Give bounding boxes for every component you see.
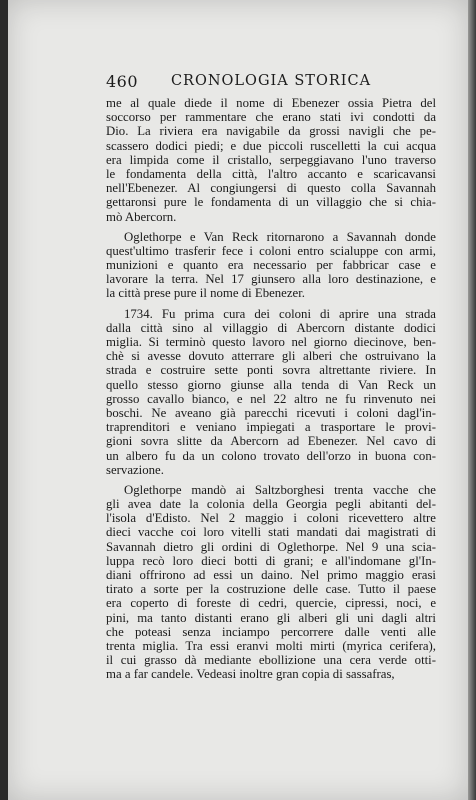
text-line: tirato a sorte per la costruzione delle case. Tutto il paese xyxy=(106,582,436,597)
text-line: ma a far candele. Vedeasi inoltre gran copia di sassafras, xyxy=(106,667,395,682)
body-text xyxy=(106,96,436,682)
text-line: traprenditori e veniano impiegati a trasportare le provi- xyxy=(106,420,436,435)
text-line: trenta miglia. Tra essi eranvi molti mirti (myrica cerifera), xyxy=(106,638,436,653)
page-header xyxy=(106,72,436,94)
text-line: gettaronsi pure le fondamenta di un villaggio che si chia- xyxy=(106,195,436,210)
text-line: miglia. Si terminò questo lavoro nel giorno diecinove, ben- xyxy=(106,335,436,349)
text-line: diani offrirono ad essi un daino. Nel primo maggio erasi xyxy=(106,568,436,582)
text-line: che poteasi senza inciampo percorrere dalle venti alle xyxy=(106,624,436,639)
text-line: Dio. La riviera era navigabile da grossi navigli che pe- xyxy=(106,124,436,139)
text-line: era limpida come il cristallo, serpeggiavano l'uno traverso xyxy=(106,152,436,167)
text-line: nell'Ebenezer. Al congiungersi di questo colla Savannah xyxy=(106,181,436,196)
paragraph xyxy=(106,230,436,301)
text-line: quest'ultimo trasferir fece i coloni entro scialuppe con armi, xyxy=(106,243,436,258)
text-line: soccorso per rammentare che erano stati ivi condotti da xyxy=(106,110,436,125)
text-line: la città prese pure il nome di Ebenezer. xyxy=(106,286,305,301)
text-line: Oglethorpe mandò ai Saltzborghesi trenta vacche che xyxy=(124,482,436,497)
text-line: scassero dodici piedi; e due piccoli ruscelletti la cui acqua xyxy=(106,138,436,153)
running-title: CRONOLOGIA STORICA xyxy=(170,73,372,89)
text-line: boschi. Ne aveano già parecchi ricevuti i coloni dagl'in- xyxy=(106,405,436,420)
book-page xyxy=(8,0,468,800)
text-line: quello stesso giorno giunse alla tenda di Van Reck un xyxy=(106,377,436,392)
paragraph xyxy=(106,307,436,477)
text-line: era coperto di foreste di cedri, quercie, cipressi, noci, e xyxy=(106,596,436,611)
text-line: mò Abercorn. xyxy=(106,209,177,224)
text-line: gioni sovra slitte da Abercorn ad Ebenezer. Nel cavo di xyxy=(106,434,436,449)
text-line: le fondamenta della città, l'altro accanto e scaricavansi xyxy=(106,166,436,181)
text-line: 1734. Fu prima cura dei coloni di aprire una strada xyxy=(124,306,436,321)
text-line: grosso cavallo bianco, e nel 22 altro ne fu rinvenuto nei xyxy=(106,391,436,406)
text-line: un albero fu da un colono trovato dell'orzo in buona con- xyxy=(106,448,436,463)
text-line: servazione. xyxy=(106,462,164,477)
text-line: Oglethorpe e Van Reck ritornarono a Savannah donde xyxy=(124,229,436,244)
book-spine-edge xyxy=(468,0,476,800)
text-line: me al quale diede il nome di Ebenezer ossia Pietra del xyxy=(106,96,436,110)
text-line: il cui grasso dà mediante ebollizione una cera verde otti- xyxy=(106,653,436,668)
text-line: chè si avesse dovuto atterrare gli alberi che ostruivano la xyxy=(106,349,436,364)
text-line: dieci vacche coi loro vitelli stati mandati dai magistrati di xyxy=(106,525,436,540)
page-number: 460 xyxy=(106,72,139,91)
text-line: strada e costruire sette ponti sovra altrettante riviere. In xyxy=(106,363,436,378)
text-line: luppa recò loro dieci botti di grani; e all'indomane gl'In- xyxy=(106,553,436,568)
text-line: dalla città sino al villaggio di Abercorn distante dodici xyxy=(106,320,436,335)
text-line: l'isola d'Edisto. Nel 2 maggio i coloni ricevettero altre xyxy=(106,511,436,526)
text-line: gli avea date la colonia della Georgia pegli abitanti del- xyxy=(106,497,436,512)
paragraph xyxy=(106,483,436,682)
text-line: pini, ma tanto distanti erano gli alberi gli uni dagli altri xyxy=(106,610,436,625)
text-line: munizioni e quanto era necessario per fabbricar case e xyxy=(106,258,436,273)
text-line: lavorare la terra. Nel 17 giunsero alla loro destinazione, e xyxy=(106,272,436,287)
paragraph xyxy=(106,96,436,224)
text-line: Savannah dietro gli ordini di Oglethorpe. Nel 9 una scia- xyxy=(106,539,436,554)
